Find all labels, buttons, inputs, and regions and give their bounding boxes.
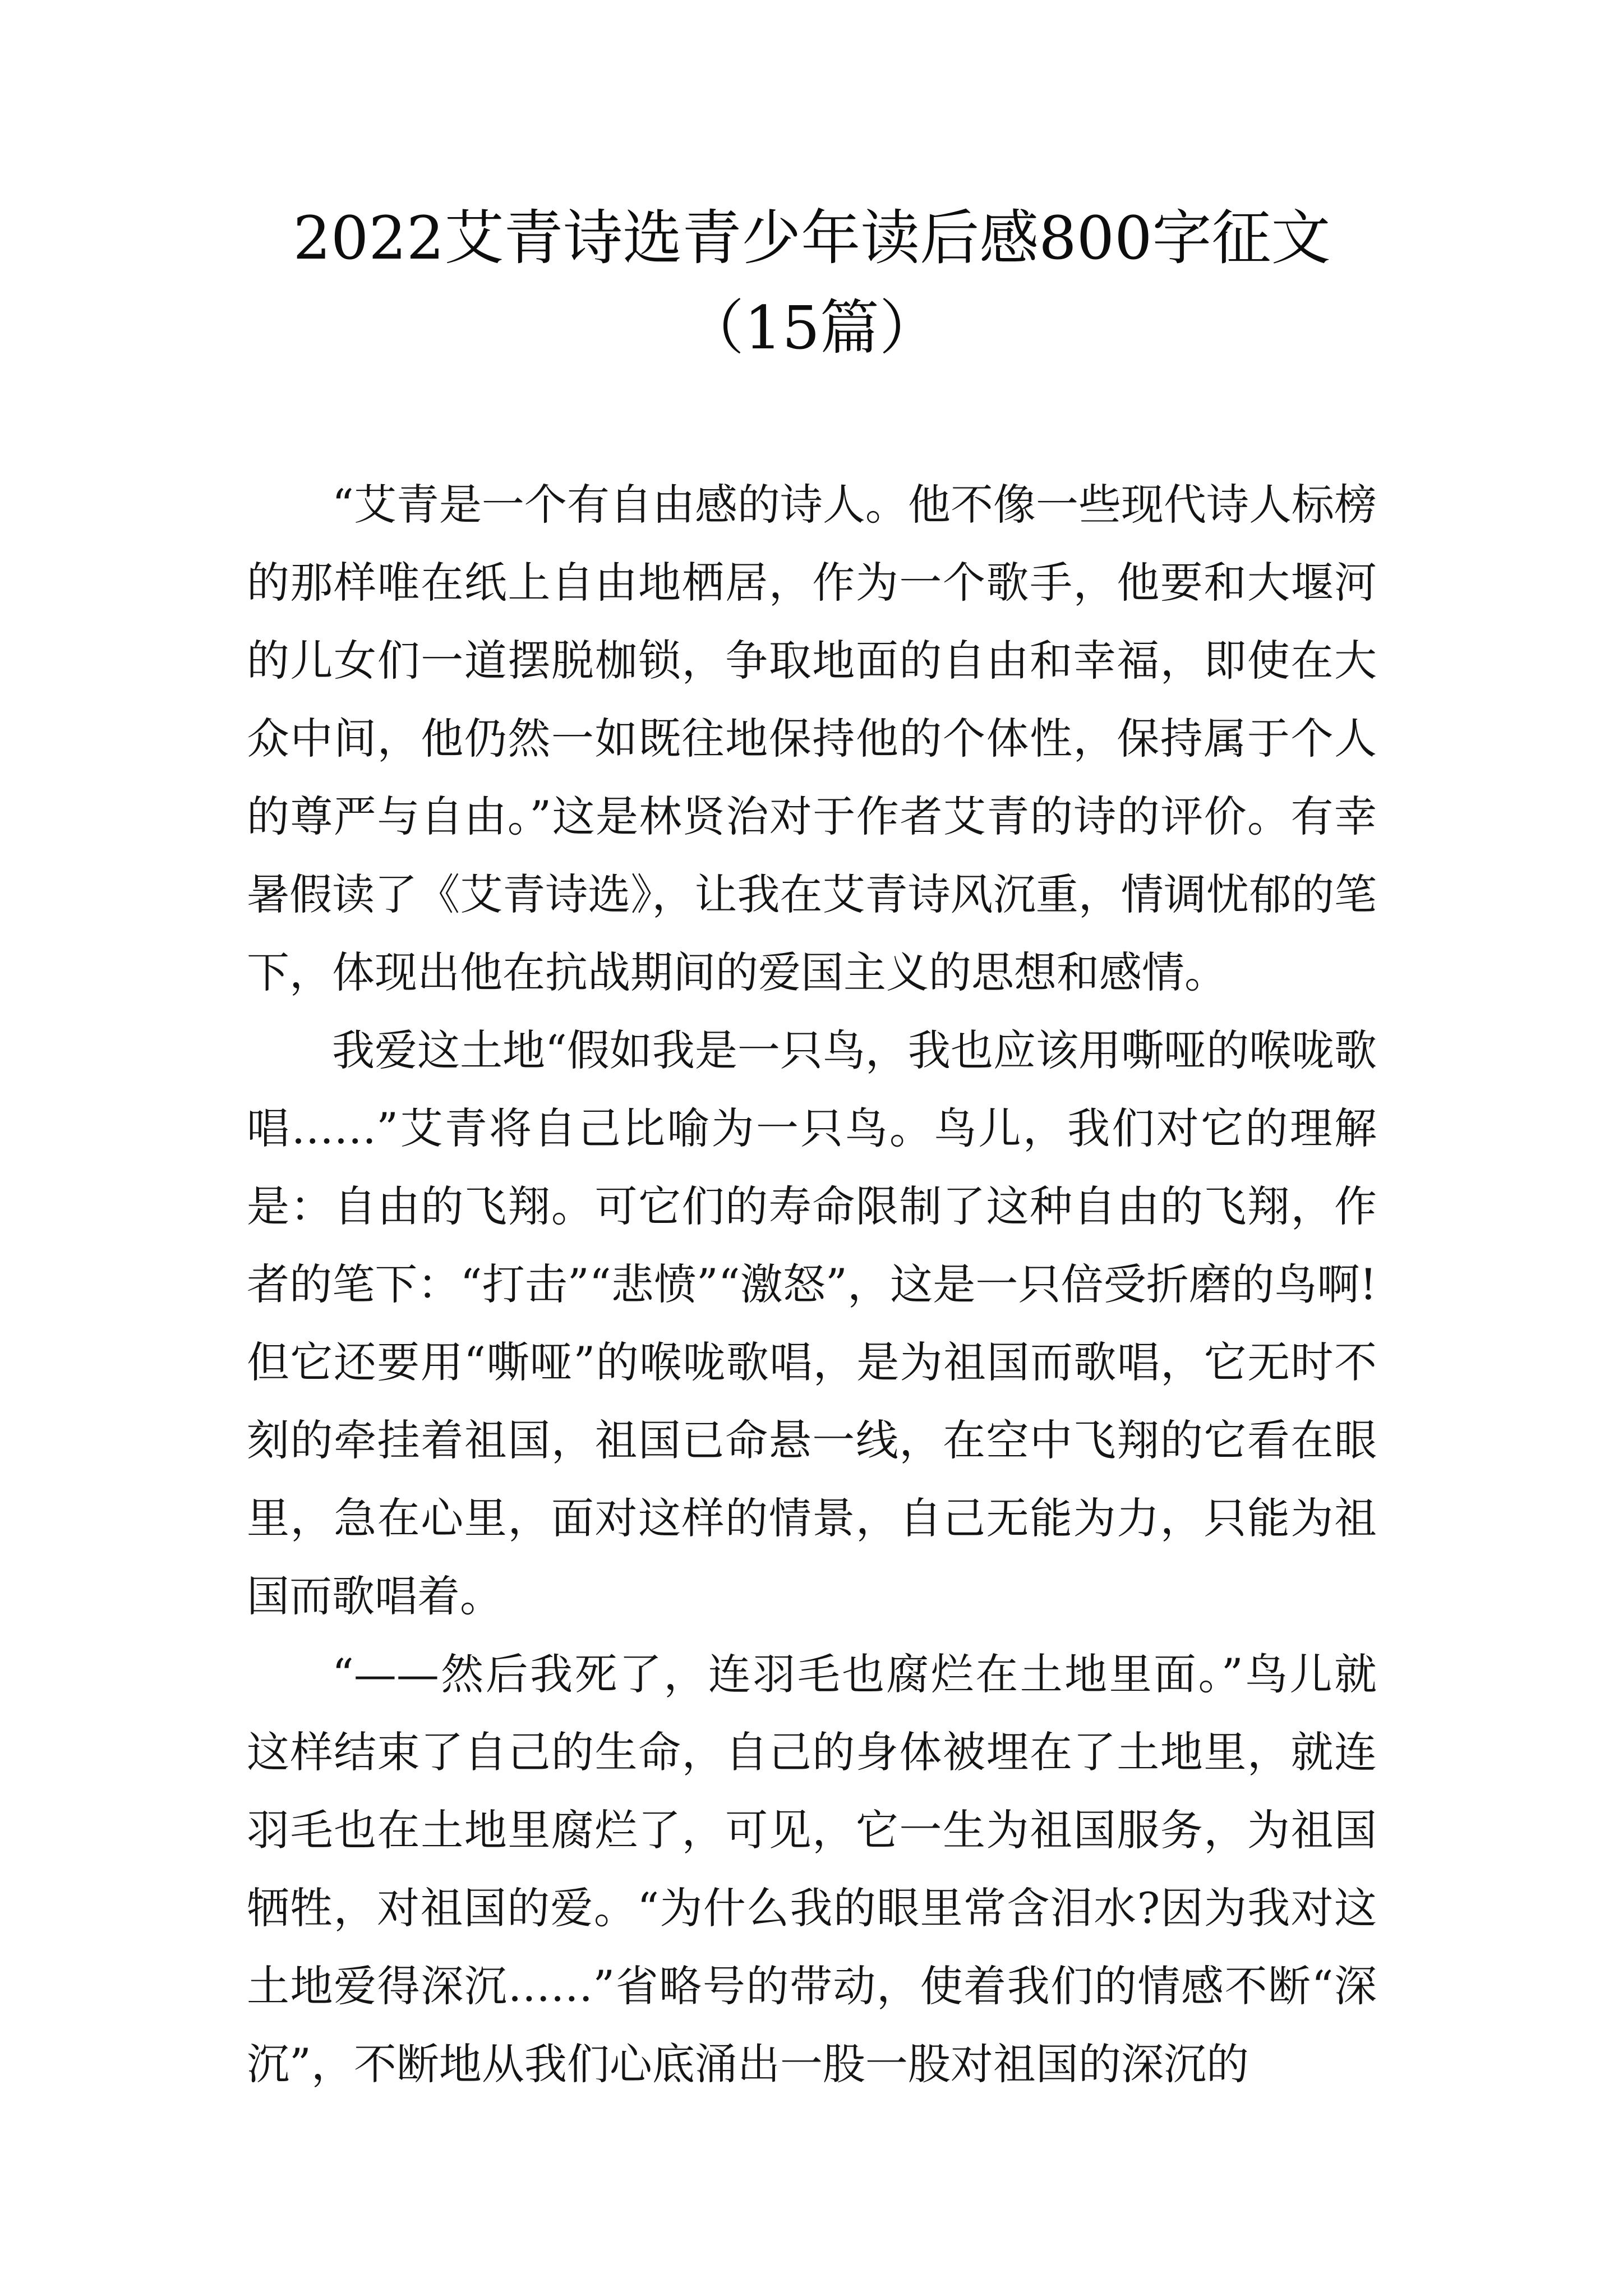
paragraph-2: 我爱这土地“假如我是一只鸟，我也应该用嘶哑的喉咙歌唱……”艾青将自己比喻为一只鸟。鸟儿，我们对它的理解是：自由的飞翔。可它们的寿命限制了这种自由的飞翔，作者的笔下：“打击”“悲愤”“激怒”，这是一只倍受折磨的鸟啊!但它还要用“嘶哑”的喉咙歌唱，是为祖国而歌唱，它无时不刻的牵挂着祖国，祖国已命悬一线，在空中飞翔的它看在眼里，急在心里，面对这样的情景，自己无能为力，只能为祖国而歌唱着。 [247,1025,1377,1621]
paragraph-3: “——然后我死了，连羽毛也腐烂在土地里面。”鸟儿就这样结束了自己的生命，自己的身体被埋在了土地里，就连羽毛也在土地里腐烂了，可见，它一生为祖国服务，为祖国牺牲，对祖国的爱。“为什么我的眼里常含泪水?因为我对这土地爱得深沉……”省略号的带动，使着我们的情感不断“深沉”，不断地从我们心底涌出一股一股对祖国的深沉的 [247,1649,1377,2089]
document-body [247,466,1377,2103]
paragraph-1: “艾青是一个有自由感的诗人。他不像一些现代诗人标榜的那样唯在纸上自由地栖居，作为一个歌手，他要和大堰河的儿女们一道摆脱枷锁，争取地面的自由和幸福，即使在大众中间，他仍然一如既往地保持他的个体性，保持属于个人的尊严与自由。”这是林贤治对于作者艾青的诗的评价。有幸暑假读了《艾青诗选》，让我在艾青诗风沉重，情调忧郁的笔下，体现出他在抗战期间的爱国主义的思想和感情。 [247,480,1377,997]
document-title: 2022艾青诗选青少年读后感800字征文（15篇） [293,204,1331,362]
